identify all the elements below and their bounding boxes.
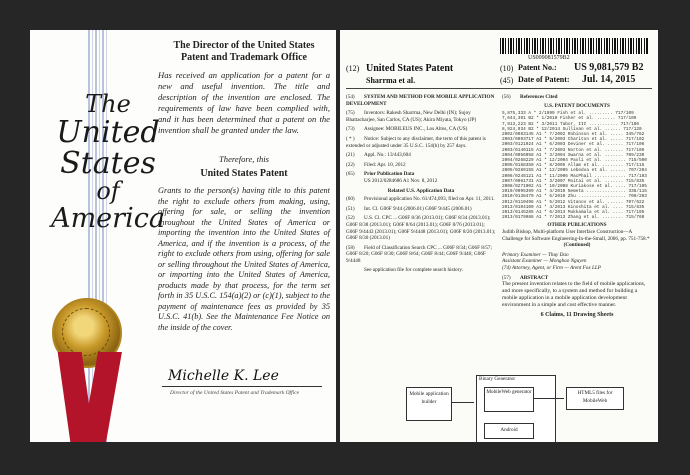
html5-box: HTML5 files for MobileWeb <box>566 387 624 410</box>
usa-line: United <box>56 115 160 150</box>
date-label: Date of Patent: <box>518 75 570 84</box>
assistant-examiner: Assistant Examiner — Mongbao Nguyen <box>502 258 587 265</box>
doc-code-45: (45) <box>500 76 514 85</box>
director-caption: Director of the United States Patent and Trademark Office <box>170 390 300 396</box>
reference-item: 2008/0271002 A1 * 10/2008 Kuriakose et al. .... 717/105 <box>502 184 647 190</box>
reference-item: 5,875,333 A * 2/1999 Fish et al. ......... 717/109 <box>502 111 634 117</box>
header-line: The Director of the United States <box>173 40 315 51</box>
barcode-number: US009081579B2 <box>528 55 570 61</box>
field-51: (51) Int. Cl. G06F 9/44 (2006.01) G06F 9/445 (2006.01) <box>346 205 472 212</box>
reference-item: 2003/0093717 A1 * 5/2003 Chariton et al. ..... 717/102 <box>502 137 645 143</box>
related-heading: Related U.S. Application Data <box>387 187 455 194</box>
references-heading-row: (56) References Cited <box>502 94 558 100</box>
field-58: (58) Field of Classification Search CPC ... G06F 8/34; G06F 8/57; G06F 8/20; G06F 8/30; G06F 8/64; G06F 8/44; G06F 9/446; G06F 9/4448 <box>346 244 492 264</box>
prior-pub: US 2012/0284686 A1 Nov. 8, 2012 <box>364 177 438 184</box>
references-column <box>502 94 652 319</box>
certificate-header <box>158 40 330 64</box>
field-52: (52) U.S. Cl. CPC ... G06F 8/36 (2013.01); G06F 8/34 (2013.01); G06F 8/38 (2013.01); G06F 8/64 (2013.01); G06F 8/76 (2013.01); G06F 9/4443 (2013.01); G06F 9/4448 (2013.01); G06F 8/20 (2013.01); G06F 8/30 (2013.01) <box>346 215 496 242</box>
signature-line <box>162 386 322 387</box>
reference-item: 2012/0110496 A1 * 5/2012 Vitanov et al. ...... 707/622 <box>502 199 645 205</box>
usa-line: States <box>60 146 156 181</box>
field-21: (21) Appl. No.: 13/443,604 <box>346 152 411 159</box>
reference-item: 2013/0145285 A1 * 6/2013 Mukkamala et al. .... 717/105 <box>502 210 645 216</box>
android-box: Android <box>484 423 534 439</box>
reference-item: 2002/0083145 A1 * 7/2002 Robinson et al. ..... 345/762 <box>502 132 645 137</box>
binary-generator-label: Binary Generator <box>479 376 516 382</box>
patent-front-page <box>340 30 658 442</box>
reference-item: 2004/0056058 A1 * 3/2004 Swarna et al. ....... 709/230 <box>502 152 645 158</box>
doc-code-12: (12) <box>346 64 360 73</box>
received-paragraph: Has received an application for a patent for a new and useful invention. The title and description of the invention are enclosed. The requirements of law have been complied with, and it has been determined that a patent on the invention shall be granted under the law. <box>158 70 330 135</box>
inventor-short: Sharrma et al. <box>366 76 416 85</box>
reference-item: 2010/0138479 A1 * 6/2010 Zhu .................. 709/203 <box>502 194 647 200</box>
arrow-1 <box>452 402 474 403</box>
therefore-text: Therefore, this <box>219 154 269 164</box>
grant-paragraph: Grants to the person(s) having title to this patent the right to exclude others from making, using, offering for sale, or selling the invention throughout the United States of America or importing the invention into the United States of America, and if the invention is a process, of the right to exclude others from using, offering for sale or selling throughout the United States of America, or importing into the United States of America, products made by that process, for the term set forth in 35 U.S.C. 154(a)(2) or (c)(1), subject to the payment of maintenance fees as provided by 35 U.S.C. 41(b). See the Maintenance Fee Notice on the inside of the cover. <box>158 186 330 332</box>
reference-item: 2003/0140115 A1 * 7/2003 Norton et al. ....... 717/106 <box>502 147 645 153</box>
arrow-2 <box>534 398 564 399</box>
reference-item: 7,913,223 B2 * 3/2011 Tabor, III ........... 717/106 <box>502 121 640 127</box>
abstract-heading-row: (57) ABSTRACT <box>502 274 549 281</box>
field-65: (65) Prior Publication Data <box>346 171 415 178</box>
usa-line: The <box>85 90 131 118</box>
patent-heading: United States Patent <box>200 168 288 179</box>
primary-examiner: Primary Examiner — Thuy Dao <box>502 251 569 258</box>
director-signature: Michelle K. Lee <box>168 368 279 384</box>
continued-note: (Continued) <box>563 242 591 249</box>
header-rule <box>346 88 652 89</box>
field-54: (54) SYSTEM AND METHOD FOR MOBILE APPLICATION DEVELOPMENT <box>346 94 495 107</box>
reference-item: 2013/0179986 A1 * 7/2013 Zhang et al. ........ 715/760 <box>502 215 645 221</box>
reference-item: 2005/0188350 A1 * 8/2005 Allam et al. ........ 717/115 <box>502 163 645 169</box>
field-75: (75) Inventors: Rakesh Sharrma, New Delhi (IN); Sujoy Bhattacharjee, San Carlos, CA (US); Akira Miyata, Tokyo (JP) <box>346 110 477 123</box>
barcode <box>500 38 648 54</box>
reference-item: 2013/0104100 A1 * 4/2013 Kinoshita et al. .... 715/835 <box>502 204 645 210</box>
field-73: (73) Assignee: MOBILEUS INC., Los Altos, CA (US) <box>346 126 468 133</box>
other-pubs-heading: OTHER PUBLICATIONS <box>547 222 607 229</box>
reference-item: 2004/0268229 A1 * 12/2004 Paoli et al. ........ 715/500 <box>502 158 647 164</box>
reference-item: 2006/0248121 A1 * 11/2006 MacPhail ............ 717/103 <box>502 173 647 179</box>
other-pubs: Judith Bishop, Multi-platform User Interface Construction—A Challenge for Software Engineering-In-the-Small, 2006, pp. 751-758.* <box>502 229 650 242</box>
patent-no-label: Patent No.: <box>518 63 557 72</box>
field-22: (22) Filed: Apr. 10, 2012 <box>346 161 406 168</box>
builder-box: Mobile application builder <box>406 387 452 421</box>
doc-code-10: (10) <box>500 64 514 73</box>
mobileweb-generator-box: MobileWeb generator <box>484 387 534 412</box>
usa-script-title <box>38 92 178 233</box>
claims-line: 6 Claims, 11 Drawing Sheets <box>540 312 614 319</box>
attorney: (74) Attorney, Agent, or Firm — Arent Fox LLP <box>502 265 601 272</box>
reference-item: 2010/0095399 A1 * 4/2010 Nemeta ............... 336/115 <box>502 189 647 195</box>
usa-line: of <box>96 177 120 205</box>
flow-diagram <box>396 375 646 442</box>
reference-item: 2005/0289155 A1 * 12/2005 Lebedva et al. ...... 707/204 <box>502 168 647 174</box>
doc-title: United States Patent <box>366 63 454 74</box>
certificate-page <box>30 30 336 442</box>
abstract-text: The present invention relates to the field of mobile applications, and more specifically, to a system and method for building a mobile application in a mobile application development environment in a simple and cost effective manner. <box>502 281 646 309</box>
search-history-note: See application file for complete search history. <box>364 267 463 274</box>
header-line: Patent and Trademark Office <box>180 52 307 63</box>
bibliographic-column <box>346 94 496 274</box>
reference-item: 8,924,934 B2 * 12/2014 Sullivan et al. ...... 717/120 <box>502 126 642 132</box>
us-docs-heading: U.S. PATENT DOCUMENTS <box>544 102 610 109</box>
field-60: (60) Provisional application No. 61/474,093, filed on Apr. 11, 2011. <box>346 196 495 203</box>
patent-date: Jul. 14, 2015 <box>582 74 636 85</box>
reference-item: 2007/0061731 A1 * 3/2007 Moitai et al. ....... 715/835 <box>502 178 645 184</box>
reference-item: 7,644,391 B2 * 1/2010 Fisher et al. ....... 717/109 <box>502 116 637 122</box>
field-notice: ( * ) Notice: Subject to any disclaimer, the term of this patent is extended or adjusted under 35 U.S.C. 154(b) by 257 days. <box>346 135 486 149</box>
usa-line: America <box>51 203 165 234</box>
reference-item: 2003/0121024 A1 * 6/2003 Deviner et al. ...... 717/106 <box>502 142 645 148</box>
reference-list <box>502 111 652 220</box>
patent-number: US 9,081,579 B2 <box>574 62 644 73</box>
